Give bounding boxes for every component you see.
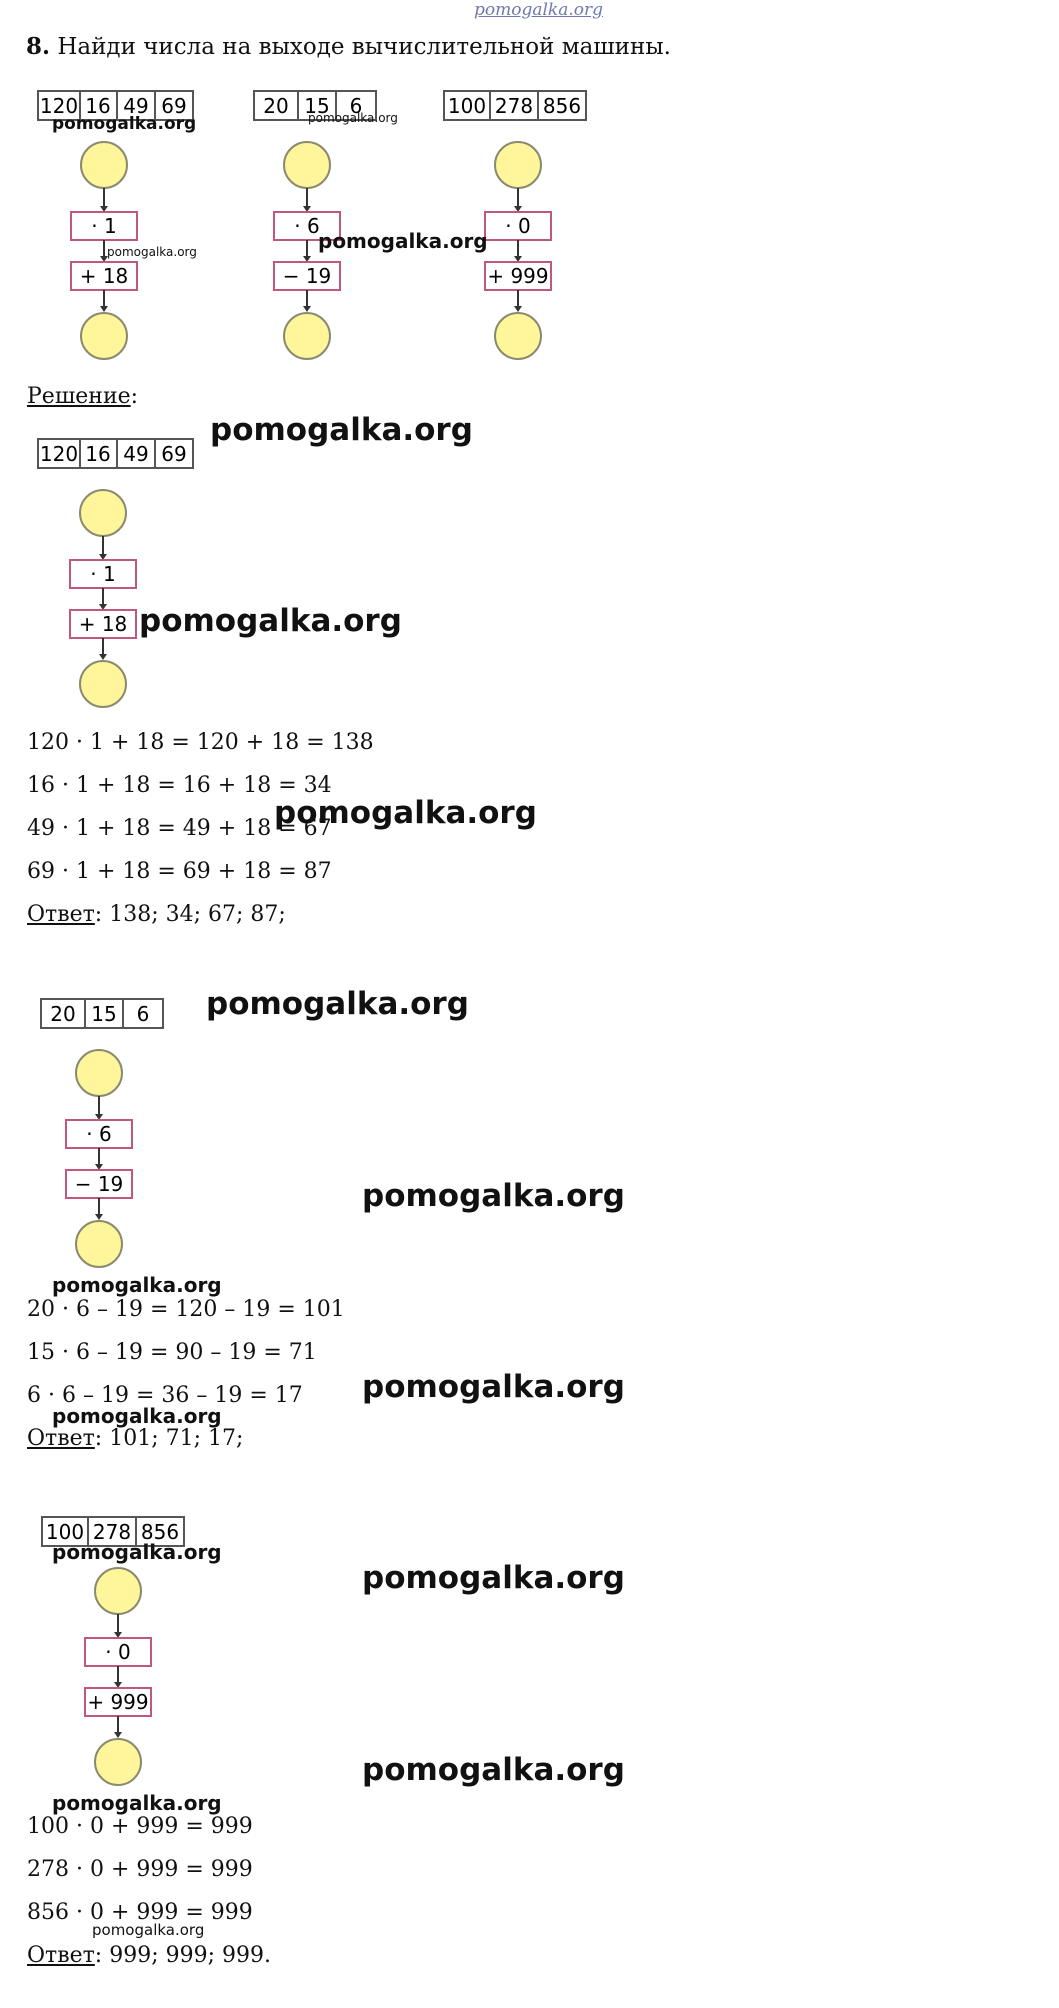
machine-2-output-circle — [284, 313, 330, 359]
part1-line-3: 49 · 1 + 18 = 49 + 18 = 67 — [27, 816, 332, 841]
watermark: pomogalka.org — [274, 795, 537, 831]
part1-line-1: 120 · 1 + 18 = 120 + 18 = 138 — [27, 730, 374, 755]
part2-input-2: 15 — [91, 1002, 117, 1026]
watermark: pomogalka.org — [210, 412, 473, 448]
part3-line-1: 100 · 0 + 999 = 999 — [27, 1814, 253, 1839]
machine-3-op2: + 999 — [487, 264, 549, 288]
watermark: pomogalka.org — [308, 111, 398, 125]
part3-input-circle — [95, 1568, 141, 1614]
watermark: pomogalka.org — [52, 1404, 222, 1428]
part1-line-2: 16 · 1 + 18 = 16 + 18 = 34 — [27, 773, 332, 798]
watermark: pomogalka.org — [362, 1369, 625, 1405]
part3-input-1: 100 — [45, 1520, 85, 1544]
machine-2-input-3: 6 — [349, 94, 363, 118]
part3-line-3: 856 · 0 + 999 = 999 — [27, 1900, 253, 1925]
watermark: pomogalka.org — [139, 603, 402, 639]
arrow-icon — [114, 1732, 122, 1738]
watermark: pomogalka.org — [52, 1791, 222, 1815]
part1-op2: + 18 — [78, 612, 128, 636]
part2-diagram — [30, 996, 190, 1276]
machine-3-input-circle — [495, 142, 541, 188]
part3-output-circle — [95, 1739, 141, 1785]
part1-input-3: 49 — [123, 442, 149, 466]
solution-label: Решение: — [27, 384, 139, 409]
machine-1-op1: · 1 — [91, 214, 117, 238]
arrow-icon — [99, 654, 107, 660]
part3-op1: · 0 — [105, 1640, 131, 1664]
part2-op2: − 19 — [74, 1172, 124, 1196]
part2-line-1: 20 · 6 – 19 = 120 – 19 = 101 — [27, 1297, 345, 1322]
task-heading — [26, 33, 671, 60]
part1-output-circle — [80, 661, 126, 707]
machine-2-input-2: 15 — [304, 94, 330, 118]
machine-1-input-4: 69 — [161, 94, 187, 118]
watermark: pomogalka.org — [362, 1752, 625, 1788]
task-text: Найди числа на выходе вычислительной машины. — [57, 34, 671, 60]
machine-1-input-circle — [81, 142, 127, 188]
part2-input-1: 20 — [50, 1002, 76, 1026]
part3-input-2: 278 — [92, 1520, 132, 1544]
part3-input-3: 856 — [140, 1520, 180, 1544]
arrow-icon — [95, 1214, 103, 1220]
part2-line-3: 6 · 6 – 19 = 36 – 19 = 17 — [27, 1383, 303, 1408]
part1-input-1: 120 — [39, 442, 79, 466]
part1-op1: · 1 — [90, 562, 116, 586]
watermark: pomogalka.org — [206, 986, 469, 1022]
task-number: 8. — [26, 33, 51, 60]
machine-3-input-2: 278 — [494, 94, 534, 118]
part2-input-circle — [76, 1050, 122, 1096]
part1-diagram — [30, 436, 220, 716]
arrow-icon — [514, 306, 522, 312]
machine-2-diagram — [245, 88, 405, 368]
machine-1-output-circle — [81, 313, 127, 359]
part3-line-2: 278 · 0 + 999 = 999 — [27, 1857, 253, 1882]
part1-input-4: 69 — [161, 442, 187, 466]
machine-3-output-circle — [495, 313, 541, 359]
watermark: pomogalka.org — [318, 229, 488, 253]
machine-3-input-3: 856 — [542, 94, 582, 118]
watermark: pomogalka.org — [52, 1273, 222, 1297]
part2-line-2: 15 · 6 – 19 = 90 – 19 = 71 — [27, 1340, 317, 1365]
machine-3-diagram — [440, 88, 610, 368]
watermark-top: pomogalka.org — [474, 0, 604, 20]
arrow-icon — [100, 306, 108, 312]
part3-answer: Ответ: 999; 999; 999. — [27, 1943, 271, 1968]
machine-1-input-1: 120 — [39, 94, 79, 118]
part1-line-4: 69 · 1 + 18 = 69 + 18 = 87 — [27, 859, 332, 884]
watermark: pomogalka.org — [362, 1560, 625, 1596]
watermark: pomogalka.org — [362, 1178, 625, 1214]
watermark: pomogalka.org — [52, 114, 197, 134]
machine-3-input-1: 100 — [447, 94, 487, 118]
part1-input-2: 16 — [85, 442, 111, 466]
machine-2-op1: · 6 — [294, 214, 320, 238]
watermark: pomogalka.org — [92, 1921, 205, 1939]
part2-answer: Ответ: 101; 71; 17; — [27, 1426, 244, 1451]
machine-2-op2: − 19 — [282, 264, 332, 288]
part1-answer: Ответ: 138; 34; 67; 87; — [27, 902, 286, 927]
watermark: pomogalka.org — [52, 1540, 222, 1564]
part2-output-circle — [76, 1221, 122, 1267]
machine-2-input-circle — [284, 142, 330, 188]
part1-input-circle — [80, 490, 126, 536]
arrow-icon — [303, 306, 311, 312]
part2-op1: · 6 — [86, 1122, 112, 1146]
part2-input-3: 6 — [136, 1002, 150, 1026]
machine-1-input-3: 49 — [123, 94, 149, 118]
machine-2-input-1: 20 — [263, 94, 289, 118]
watermark: pomogalka.org — [107, 245, 197, 259]
machine-1-op2: + 18 — [79, 264, 129, 288]
part3-op2: + 999 — [87, 1690, 149, 1714]
machine-3-op1: · 0 — [505, 214, 531, 238]
machine-1-input-2: 16 — [85, 94, 111, 118]
